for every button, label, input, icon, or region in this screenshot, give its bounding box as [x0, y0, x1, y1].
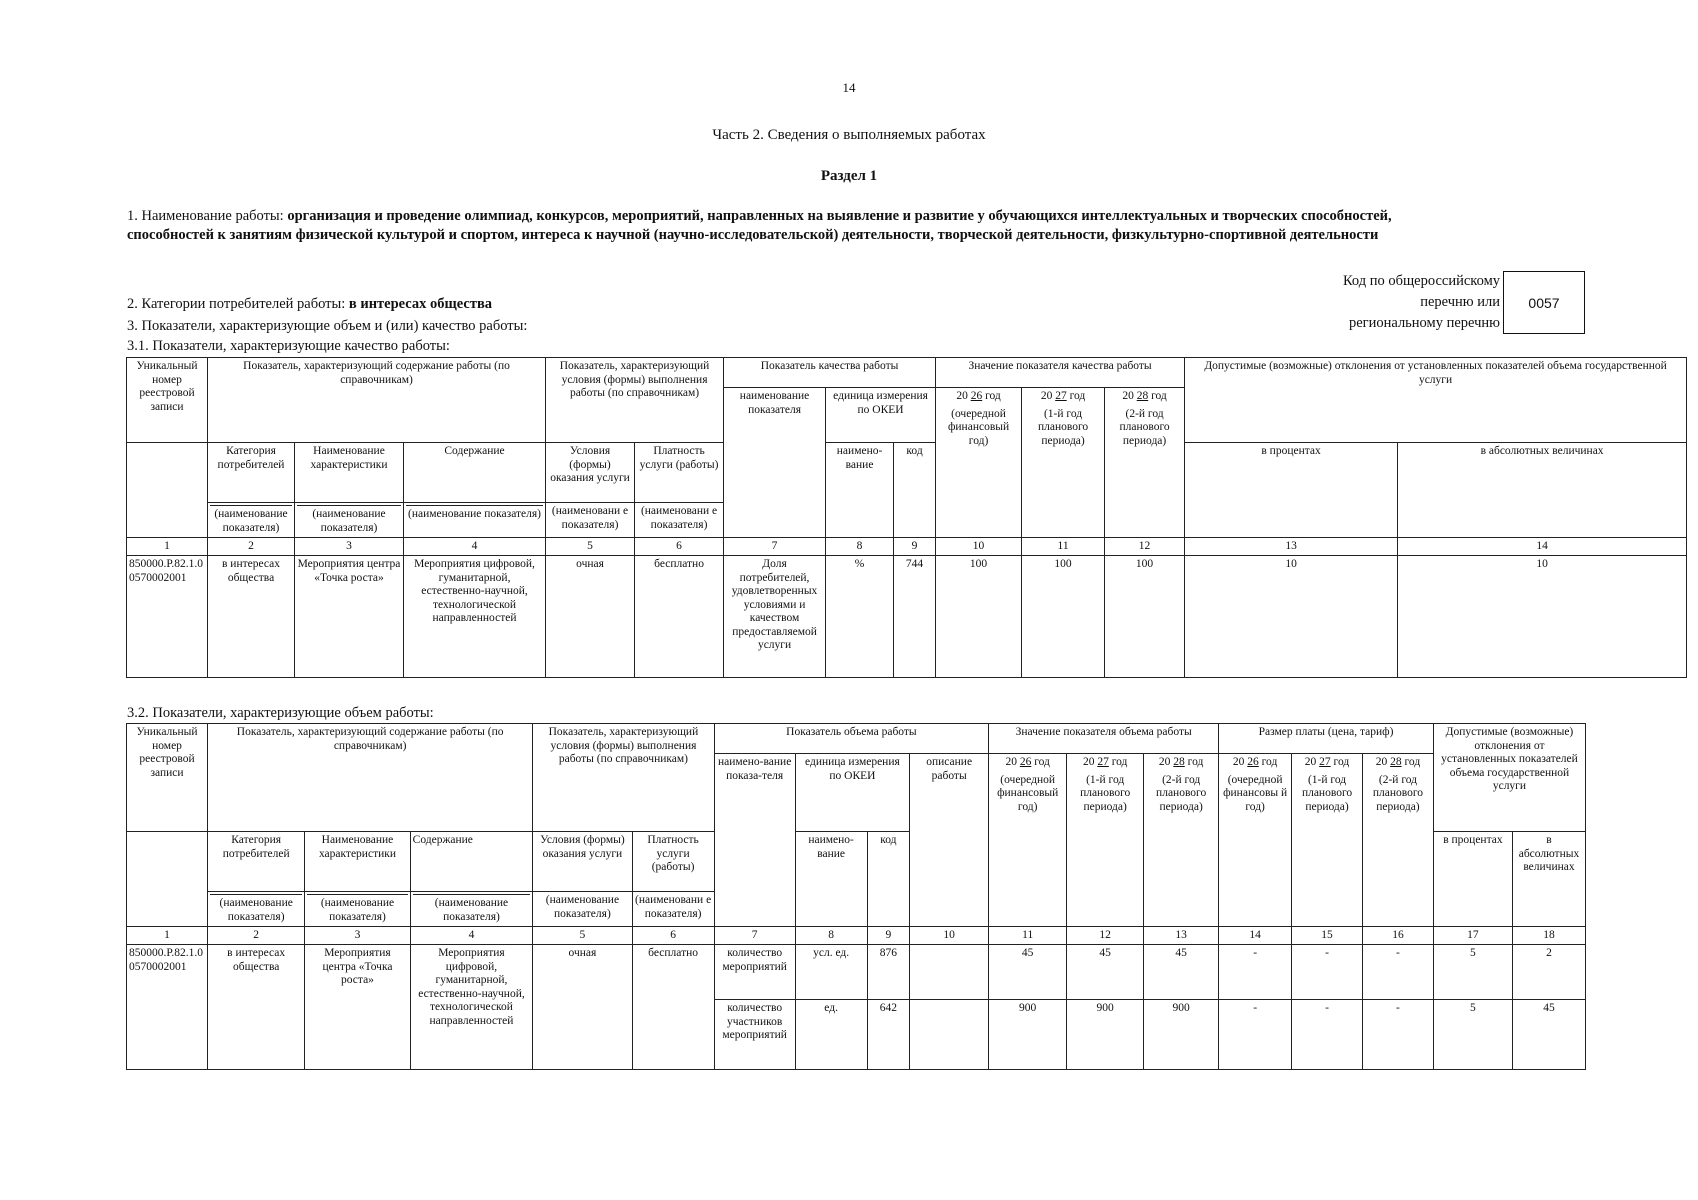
- q-col-num: 14: [1398, 538, 1687, 556]
- q-cell-contents: Мероприятия цифровой, гуманитарной, естественно-научной, технологической направленностей: [404, 556, 546, 678]
- q-col-num: 10: [936, 538, 1022, 556]
- v-data-row-1: [127, 945, 1586, 1000]
- work-name-value: организация и проведение олимпиад, конкурсов, мероприятий, направленных на выявление и развитие у обучающихся интеллектуальных и творческих способностей, способностей к занятиям физической культурой и спортом, интереса к научной (научно-исследовательской) деятельности, творческой деятельности, физкультурно-спортивной деятельности: [127, 208, 1392, 243]
- v-col-num: 2: [208, 927, 305, 945]
- v-h-content: Показатель, характеризующий содержание работы (по справочникам): [208, 724, 533, 832]
- v-col-num: 14: [1219, 927, 1292, 945]
- q-cell-code: 744: [894, 556, 936, 678]
- v-h-category: Категория потребителей: [208, 832, 305, 892]
- code-label-line-3: региональному перечню: [1348, 315, 1500, 331]
- v-col-num: 1: [127, 927, 208, 945]
- v-h-code: код: [867, 832, 910, 927]
- v-cell-year-3: 900: [1144, 1000, 1219, 1070]
- v-col-num: 3: [305, 927, 410, 945]
- q-cell-year-3: 100: [1105, 556, 1185, 678]
- q-col-num: 4: [404, 538, 546, 556]
- q-h-year-2: 20 27 год (1-й год планового периода): [1022, 388, 1105, 538]
- v-col-num: 12: [1067, 927, 1144, 945]
- code-label-line-2: перечню или: [1420, 294, 1500, 310]
- q-sub-category: (наименование показателя): [208, 503, 295, 538]
- v-h-unit-name: наимено-вание: [795, 832, 867, 927]
- v-cell-price-3: -: [1362, 1000, 1433, 1070]
- q-h-contents: Содержание: [404, 443, 546, 503]
- v-cell-absolute: 45: [1512, 1000, 1585, 1070]
- v-h-absolute: в абсолютных величинах: [1512, 832, 1585, 927]
- q-h-unique-cont: [127, 443, 208, 538]
- q-h-category: Категория потребителей: [208, 443, 295, 503]
- volume-heading: 3.2. Показатели, характеризующие объем работы:: [127, 705, 434, 721]
- v-h-value: Значение показателя объема работы: [989, 724, 1219, 754]
- q-h-unit: единица измерения по ОКЕИ: [826, 388, 936, 443]
- quality-table: [126, 357, 1687, 678]
- q-h-pay: Платность услуги (работы): [635, 443, 724, 503]
- q-cell-char-name: Мероприятия центра «Точка роста»: [295, 556, 404, 678]
- v-h-year-2: 20 27 год (1-й год планового периода): [1067, 754, 1144, 927]
- v-h-unit: единица измерения по ОКЕИ: [795, 754, 909, 832]
- q-col-num: 13: [1185, 538, 1398, 556]
- q-col-num: 1: [127, 538, 208, 556]
- work-name: [127, 207, 1407, 245]
- v-col-num: 18: [1512, 927, 1585, 945]
- v-cell-percent: 5: [1433, 1000, 1512, 1070]
- q-col-num: 8: [826, 538, 894, 556]
- v-col-num: 10: [910, 927, 989, 945]
- q-cell-form: очная: [546, 556, 635, 678]
- v-cell-price-3: -: [1362, 945, 1433, 1000]
- q-h-ind-name: наименование показателя: [724, 388, 826, 538]
- v-cell-price-2: -: [1292, 945, 1363, 1000]
- q-data-row: [127, 556, 1687, 678]
- v-h-pay: Платность услуги (работы): [632, 832, 714, 892]
- code-label-line-1: Код по общероссийскому: [1342, 273, 1500, 289]
- q-col-num: 5: [546, 538, 635, 556]
- v-col-num: 8: [795, 927, 867, 945]
- q-h-conditions: Показатель, характеризующий условия (формы) выполнения работы (по справочникам): [546, 358, 724, 443]
- q-sub-form: (наименовани е показателя): [546, 503, 635, 538]
- v-h-form: Условия (формы) оказания услуги: [533, 832, 632, 892]
- q-sub-contents: (наименование показателя): [404, 503, 546, 538]
- v-h-unique-cont: [127, 832, 208, 927]
- v-cell-ind-name: количество мероприятий: [714, 945, 795, 1000]
- q-column-numbers: [127, 538, 1687, 556]
- indicators-heading: 3. Показатели, характеризующие объем и (или) качество работы:: [127, 318, 528, 334]
- consumers: [127, 296, 492, 313]
- v-h-price: Размер платы (цена, тариф): [1219, 724, 1434, 754]
- q-cell-year-1: 100: [936, 556, 1022, 678]
- q-col-num: 2: [208, 538, 295, 556]
- volume-table: [126, 723, 1586, 1070]
- v-cell-description: [910, 1000, 989, 1070]
- code-label: [1280, 271, 1500, 334]
- v-cell-price-1: -: [1219, 945, 1292, 1000]
- q-h-content: Показатель, характеризующий содержание работы (по справочникам): [208, 358, 546, 443]
- v-sub-category: (наименование показателя): [208, 892, 305, 927]
- v-col-num: 11: [989, 927, 1067, 945]
- q-h-quality: Показатель качества работы: [724, 358, 936, 388]
- q-col-num: 12: [1105, 538, 1185, 556]
- v-cell-absolute: 2: [1512, 945, 1585, 1000]
- q-h-deviation: Допустимые (возможные) отклонения от установленных показателей объема государственной услуги: [1185, 358, 1687, 443]
- v-cell-category: в интересах общества: [208, 945, 305, 1070]
- v-cell-year-2: 900: [1067, 1000, 1144, 1070]
- v-cell-year-2: 45: [1067, 945, 1144, 1000]
- v-cell-unit: ед.: [795, 1000, 867, 1070]
- v-cell-price-2: -: [1292, 1000, 1363, 1070]
- v-cell-description: [910, 945, 989, 1000]
- v-sub-form: (наименование показателя): [533, 892, 632, 927]
- q-cell-unique: 850000.Р.82.1.00570002001: [127, 556, 208, 678]
- v-h-price-3: 20 28 год (2-й год планового периода): [1362, 754, 1433, 927]
- v-h-description: описание работы: [910, 754, 989, 927]
- v-cell-unique: 850000.Р.82.1.00570002001: [127, 945, 208, 1070]
- v-cell-char-name: Мероприятия центра «Точка роста»: [305, 945, 410, 1070]
- v-column-numbers: [127, 927, 1586, 945]
- v-col-num: 7: [714, 927, 795, 945]
- q-cell-ind-name: Доля потребителей, удовлетворенных условиями и качеством предоставляемой услуги: [724, 556, 826, 678]
- q-h-char-name: Наименование характеристики: [295, 443, 404, 503]
- v-h-contents: Содержание: [410, 832, 533, 892]
- v-sub-char-name: (наименование показателя): [305, 892, 410, 927]
- q-cell-percent: 10: [1185, 556, 1398, 678]
- v-h-price-2: 20 27 год (1-й год планового периода): [1292, 754, 1363, 927]
- quality-heading: 3.1. Показатели, характеризующие качество работы:: [127, 338, 450, 354]
- v-cell-year-1: 900: [989, 1000, 1067, 1070]
- v-col-num: 5: [533, 927, 632, 945]
- v-cell-year-1: 45: [989, 945, 1067, 1000]
- q-sub-pay: (наименовани е показателя): [635, 503, 724, 538]
- q-h-absolute: в абсолютных величинах: [1398, 443, 1687, 538]
- q-cell-pay: бесплатно: [635, 556, 724, 678]
- v-cell-code: 642: [867, 1000, 910, 1070]
- part-title: Часть 2. Сведения о выполняемых работах: [712, 127, 986, 143]
- q-col-num: 6: [635, 538, 724, 556]
- q-h-code: код: [894, 443, 936, 538]
- v-cell-code: 876: [867, 945, 910, 1000]
- q-h-year-3: 20 28 год (2-й год планового периода): [1105, 388, 1185, 538]
- v-h-deviation: Допустимые (возможные) отклонения от установленных показателей объема государственной услуги: [1433, 724, 1585, 832]
- q-cell-absolute: 10: [1398, 556, 1687, 678]
- v-cell-year-3: 45: [1144, 945, 1219, 1000]
- q-cell-year-2: 100: [1022, 556, 1105, 678]
- q-col-num: 3: [295, 538, 404, 556]
- v-col-num: 15: [1292, 927, 1363, 945]
- q-h-unit-name: наимено-вание: [826, 443, 894, 538]
- v-cell-pay: бесплатно: [632, 945, 714, 1070]
- v-col-num: 16: [1362, 927, 1433, 945]
- consumers-value: в интересах общества: [348, 296, 493, 312]
- q-sub-char-name: (наименование показателя): [295, 503, 404, 538]
- v-cell-contents: Мероприятия цифровой, гуманитарной, естественно-научной, технологической направленностей: [410, 945, 533, 1070]
- q-col-num: 7: [724, 538, 826, 556]
- v-h-volume: Показатель объема работы: [714, 724, 989, 754]
- v-h-year-1: 20 26 год (очередной финансовый год): [989, 754, 1067, 927]
- v-h-year-3: 20 28 год (2-й год планового периода): [1144, 754, 1219, 927]
- v-h-price-1: 20 26 год (очередной финансовы й год): [1219, 754, 1292, 927]
- section-title: Раздел 1: [820, 168, 878, 184]
- v-col-num: 9: [867, 927, 910, 945]
- q-h-form: Условия (формы) оказания услуги: [546, 443, 635, 503]
- q-cell-unit: %: [826, 556, 894, 678]
- v-cell-ind-name: количество участников мероприятий: [714, 1000, 795, 1070]
- v-sub-contents: (наименование показателя): [410, 892, 533, 927]
- v-cell-percent: 5: [1433, 945, 1512, 1000]
- v-col-num: 13: [1144, 927, 1219, 945]
- page-number: 14: [842, 80, 856, 95]
- v-h-percent: в процентах: [1433, 832, 1512, 927]
- q-col-num: 11: [1022, 538, 1105, 556]
- v-h-conditions: Показатель, характеризующий условия (формы) выполнения работы (по справочникам): [533, 724, 714, 832]
- q-col-num: 9: [894, 538, 936, 556]
- work-name-label: 1. Наименование работы:: [127, 208, 288, 224]
- v-cell-form: очная: [533, 945, 632, 1070]
- q-h-unique: Уникальный номер реестровой записи: [127, 358, 208, 443]
- v-cell-unit: усл. ед.: [795, 945, 867, 1000]
- v-h-unique: Уникальный номер реестровой записи: [127, 724, 208, 832]
- q-h-year-1: 20 26 год (очередной финансовый год): [936, 388, 1022, 538]
- v-h-ind-name: наимено-вание показа-теля: [714, 754, 795, 927]
- v-cell-price-1: -: [1219, 1000, 1292, 1070]
- v-col-num: 6: [632, 927, 714, 945]
- code-box: 0057: [1503, 271, 1585, 334]
- v-col-num: 4: [410, 927, 533, 945]
- q-cell-category: в интересах общества: [208, 556, 295, 678]
- v-h-char-name: Наименование характеристики: [305, 832, 410, 892]
- q-h-value: Значение показателя качества работы: [936, 358, 1185, 388]
- q-h-percent: в процентах: [1185, 443, 1398, 538]
- v-sub-pay: (наименовани е показателя): [632, 892, 714, 927]
- v-col-num: 17: [1433, 927, 1512, 945]
- consumers-label: 2. Категории потребителей работы:: [127, 296, 349, 312]
